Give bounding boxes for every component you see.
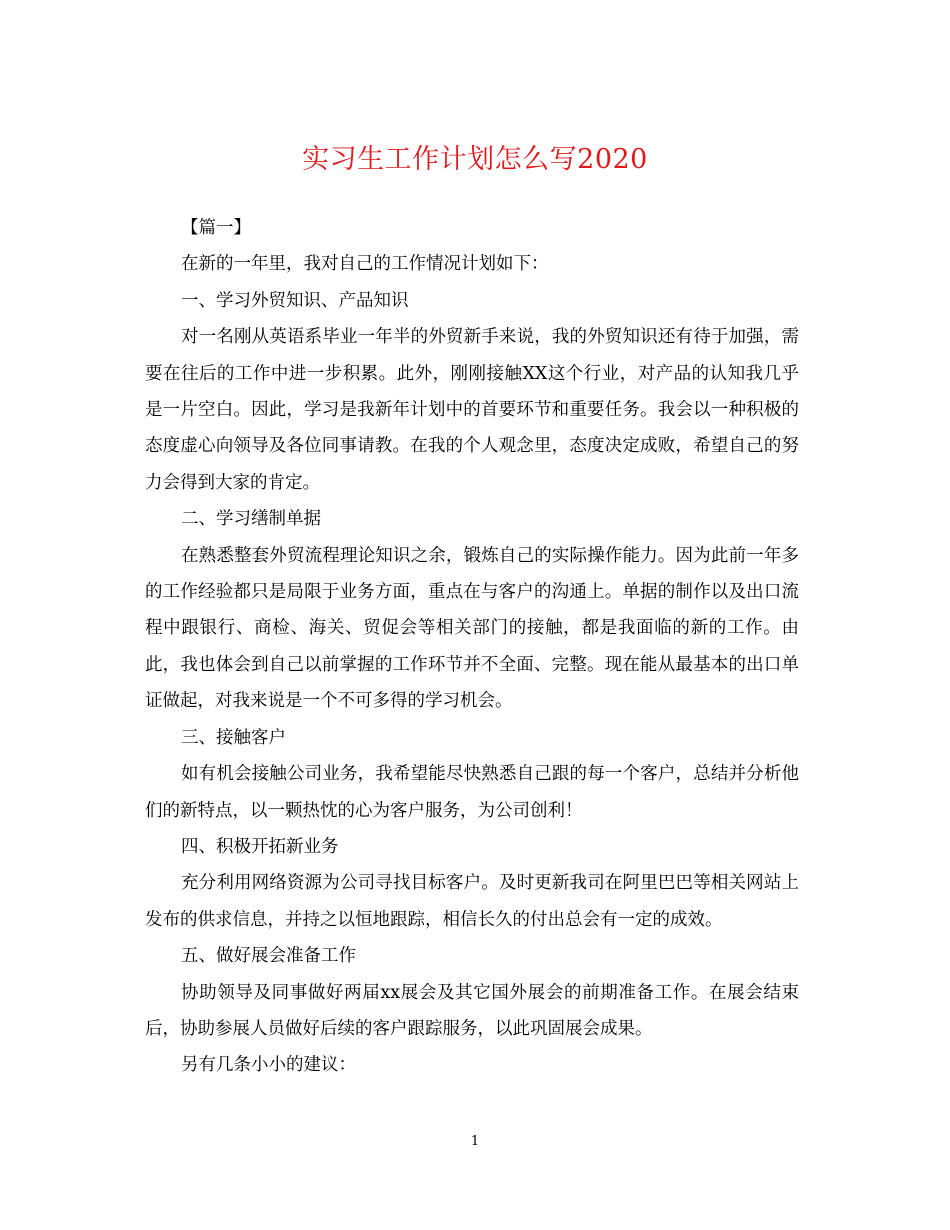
body-paragraph: 如有机会接触公司业务，我希望能尽快熟悉自己跟的每一个客户，总结并分析他们的新特点，以一颗热忱的心为客户服务，为公司创利！ <box>145 764 799 821</box>
section-heading: 三、接触客户 <box>181 727 286 748</box>
section-heading: 二、学习缮制单据 <box>181 509 321 530</box>
body-paragraph: 在新的一年里，我对自己的工作情况计划如下： <box>181 254 549 275</box>
body-paragraph: 对一名刚从英语系毕业一年半的外贸新手来说，我的外贸知识还有待于加强，需要在往后的工作中进一步积累。此外，刚刚接触XX这个行业，对产品的认知我几乎是一片空白。因此，学习是我新年计划中的首要环节和重要任务。我会以一种积极的态度虚心向领导及各位同事请教。在我的个人观念里，态度决定成败，希望自己的努力会得到大家的肯定。 <box>145 327 799 493</box>
body-paragraph: 充分利用网络资源为公司寻找目标客户。及时更新我司在阿里巴巴等相关网站上发布的供求信息，并持之以恒地跟踪，相信长久的付出总会有一定的成效。 <box>145 873 799 930</box>
section-heading: 【篇一】 <box>181 218 251 238</box>
section-heading: 四、积极开拓新业务 <box>181 836 339 857</box>
document-title: 实习生工作计划怎么写2020 <box>302 144 648 175</box>
body-paragraph: 在熟悉整套外贸流程理论知识之余，锻炼自己的实际操作能力。因为此前一年多的工作经验都只是局限于业务方面，重点在与客户的沟通上。单据的制作以及出口流程中跟银行、商检、海关、贸促会等相关部门的接触，都是我面临的新的工作。由此，我也体会到自己以前掌握的工作环节并不全面、完整。现在能从最基本的出口单证做起，对我来说是一个不可多得的学习机会。 <box>145 545 799 712</box>
body-paragraph: 另有几条小小的建议： <box>181 1055 356 1076</box>
body-paragraph: 协助领导及同事做好两届xx展会及其它国外展会的前期准备工作。在展会结束后，协助参展人员做好后续的客户跟踪服务，以此巩固展会成果。 <box>145 982 799 1039</box>
section-heading: 五、做好展会准备工作 <box>181 946 356 967</box>
document-body <box>145 210 799 1084</box>
page-number: 1 <box>470 1134 480 1149</box>
section-heading: 一、学习外贸知识、产品知识 <box>181 290 409 311</box>
